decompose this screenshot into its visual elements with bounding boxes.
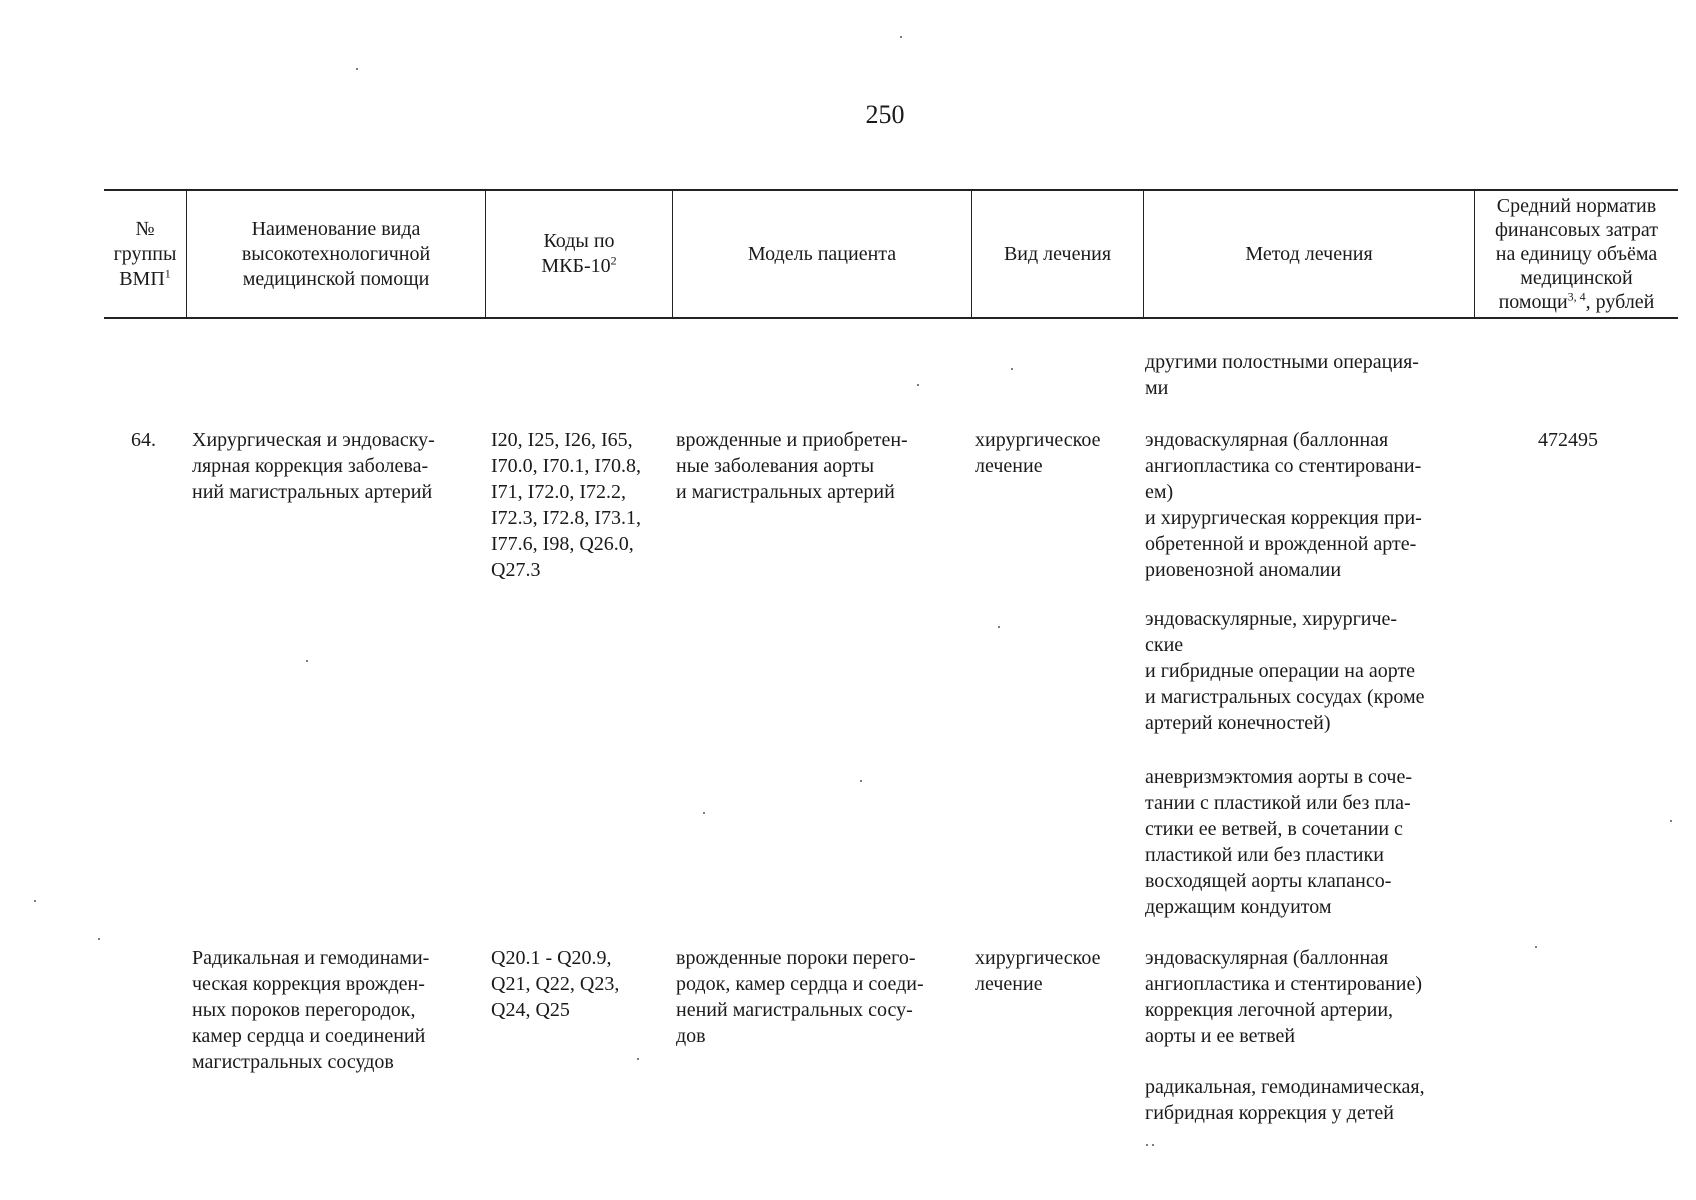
icd-codes: Q20.1 - Q20.9, Q21, Q22, Q23, Q24, Q25 xyxy=(491,947,620,1021)
scan-speck xyxy=(917,384,919,386)
scan-speck xyxy=(1670,820,1672,822)
scan-speck xyxy=(1152,1144,1154,1146)
patient-model: врожденные и приобретен- ные заболевания аорты и магистральных артерий xyxy=(676,429,908,503)
scan-speck xyxy=(306,660,308,662)
page-number: 250 xyxy=(865,100,905,129)
treatment-type: хирургическое лечение xyxy=(975,429,1101,477)
scan-speck xyxy=(900,36,902,38)
patient-model: врожденные пороки перего- родок, камер сердца и соеди- нений магистральных сосу- дов xyxy=(676,947,924,1047)
scan-speck xyxy=(1011,368,1013,370)
table-header xyxy=(104,189,1678,319)
icd-codes: I20, I25, I26, I65, I70.0, I70.1, I70.8, I71, I72.0, I72.2, I72.3, I72.8, I73.1, I77.6, I98, Q26.0, Q27.3 xyxy=(491,429,641,581)
header-icd-codes: Коды по МКБ-$10^2$ xyxy=(541,230,617,277)
scan-speck xyxy=(1535,946,1537,948)
header-average-cost: Средний норматив финансовых затрат на единицу объёма медицинской помощи$^{3, 4}$, рублей xyxy=(1494,195,1659,313)
treatment-method-2: радикальная, гемодинамическая, гибридная коррекция у детей xyxy=(1145,1076,1425,1124)
scan-speck xyxy=(637,1058,639,1060)
average-cost: 472495 xyxy=(1538,429,1598,451)
header-care-type: Наименование вида высокотехнологичной медицинской помощи xyxy=(241,217,431,290)
care-type-name: Хирургическая и эндоваску- лярная коррекция заболева- ний магистральных артерий xyxy=(192,429,435,503)
treatment-method-2: эндоваскулярные, хирургиче- ские и гибридные операции на аорте и магистральных сосудах (кроме артерий конечностей) xyxy=(1145,608,1425,734)
scan-speck xyxy=(1146,1144,1148,1146)
header-treatment-type: Вид лечения xyxy=(1003,242,1112,265)
group-number: 64. xyxy=(131,429,156,451)
scan-speck xyxy=(703,812,705,814)
scan-speck xyxy=(98,938,100,940)
continuation-method: другими полостными операция- ми xyxy=(1145,351,1419,399)
scan-speck xyxy=(356,68,358,70)
treatment-method-1: эндоваскулярная (баллонная ангиопластика и стентирование) коррекция легочной артерии, аорты и ее ветвей xyxy=(1145,947,1423,1047)
scan-speck xyxy=(860,780,862,782)
header-patient-model: Модель пациента xyxy=(747,242,897,265)
treatment-type: хирургическое лечение xyxy=(975,947,1101,995)
header-treatment-method: Метод лечения xyxy=(1245,242,1373,265)
scan-speck xyxy=(34,900,36,902)
treatment-method-3: аневризмэктомия аорты в соче- тании с пластикой или без пла- стики ее ветвей, в сочетании с пластикой или без пластики восходящей аорты клапансо- держащим кондуитом xyxy=(1145,766,1413,918)
header-group-number: № группы ВМП$^1$ xyxy=(113,217,177,290)
scan-speck xyxy=(998,626,1000,628)
care-type-name: Радикальная и гемодинами- ческая коррекция врожден- ных пороков перегородок, камер сердца и соединений магистральных сосудов xyxy=(192,947,430,1073)
treatment-method-1: эндоваскулярная (баллонная ангиопластика со стентировани- ем) и хирургическая коррекция при- обретенной и врожденной арте- риовенозной аномалии xyxy=(1145,429,1422,581)
